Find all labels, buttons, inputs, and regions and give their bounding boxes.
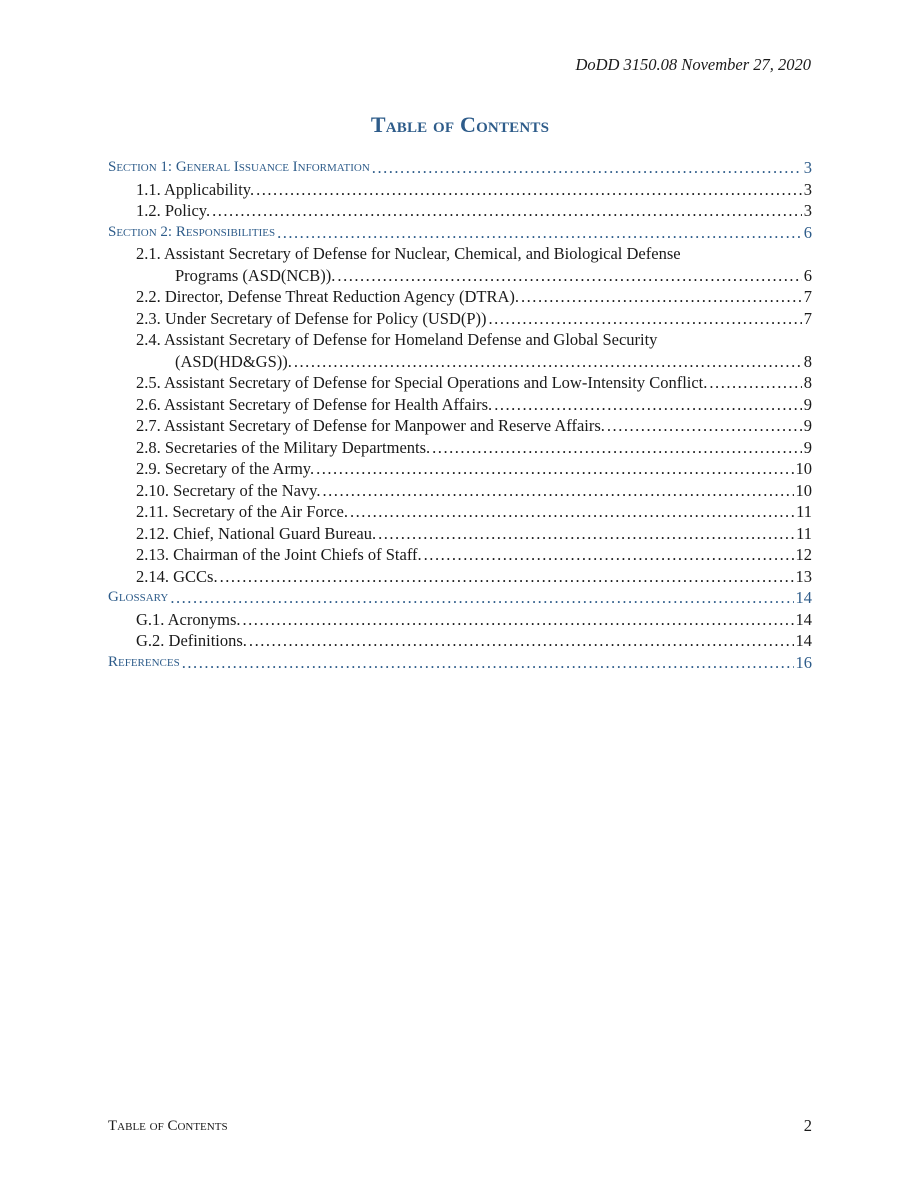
dot-leader <box>337 265 801 287</box>
toc-entry-page: 13 <box>795 566 812 586</box>
toc-entry-page: 3 <box>803 201 812 220</box>
toc-section-link[interactable] <box>108 652 812 674</box>
toc-section-link[interactable] <box>108 587 812 609</box>
toc-entry-continuation <box>108 265 812 287</box>
toc-entry-link[interactable] <box>108 243 812 286</box>
toc-entry-continuation <box>108 351 812 373</box>
toc-entry-link[interactable] <box>108 566 812 588</box>
toc-entry-page: 8 <box>803 373 812 392</box>
toc-entry-label: (ASD(HD&GS)). <box>175 351 292 371</box>
dot-leader <box>709 372 801 394</box>
toc-entry-link[interactable] <box>108 200 812 222</box>
toc-entry-page: 9 <box>803 437 812 457</box>
dot-leader <box>220 566 794 588</box>
toc-entry-link[interactable] <box>108 308 812 330</box>
toc-entry-page: 3 <box>803 158 812 177</box>
toc-entry-page: 7 <box>803 287 812 306</box>
toc-entry-link[interactable] <box>108 458 812 480</box>
dot-leader <box>243 609 794 631</box>
toc-entry-link[interactable] <box>108 179 812 201</box>
footer-section-label: Table of Contents <box>108 1118 228 1134</box>
dot-leader <box>323 480 794 502</box>
dot-leader <box>432 437 802 459</box>
toc-entry-link[interactable] <box>108 437 812 459</box>
toc-entry-label: G.2. Definitions. <box>136 631 247 650</box>
toc-section-link[interactable] <box>108 157 812 179</box>
toc-entry-page: 10 <box>795 480 812 500</box>
toc-entry-page: 12 <box>795 545 812 564</box>
toc-entry-label: 2.9. Secretary of the Army. <box>136 459 315 478</box>
toc-entry-page: 16 <box>795 652 812 672</box>
toc-entry-link[interactable] <box>108 394 812 416</box>
toc-entry-link[interactable] <box>108 480 812 502</box>
toc-entry-page: 9 <box>803 416 812 435</box>
toc-entry-link[interactable] <box>108 372 812 394</box>
toc-entry-label: Glossary <box>108 589 169 605</box>
dot-leader <box>182 652 794 674</box>
document-header: DoDD 3150.08 November 27, 2020 <box>575 55 811 74</box>
dot-leader <box>277 222 802 244</box>
toc-entry-page: 6 <box>803 222 812 242</box>
toc-entry-label: References <box>108 653 180 670</box>
toc-entry-label: 2.7. Assistant Secretary of Defense for Manpower and Reserve Affairs. <box>136 416 605 435</box>
dot-leader <box>170 587 793 609</box>
toc-entry-label: 2.2. Director, Defense Threat Reduction Agency (DTRA). <box>136 287 519 306</box>
toc-entry-link[interactable] <box>108 544 812 566</box>
toc-entry-label: 2.3. Under Secretary of Defense for Policy (USD(P)) <box>136 308 487 328</box>
toc-entry-link[interactable] <box>108 630 812 652</box>
toc-entry-page: 14 <box>795 588 812 607</box>
toc-entry-page: 11 <box>796 523 812 543</box>
footer-page-number: 2 <box>803 1116 812 1135</box>
toc-entry-label: 2.10. Secretary of the Navy. <box>136 480 321 500</box>
dot-leader <box>256 179 802 201</box>
toc-entry-label: 2.8. Secretaries of the Military Departments. <box>136 437 431 457</box>
toc-entry-label: G.1. Acronyms. <box>136 609 241 629</box>
toc-entry-link[interactable] <box>108 523 812 545</box>
toc-entry-label: Section 1: General Issuance Information <box>108 159 370 175</box>
toc-entry-label: 2.11. Secretary of the Air Force. <box>136 502 348 521</box>
toc-entry-label: 2.12. Chief, National Guard Bureau. <box>136 523 377 543</box>
toc-entry-label: 2.1. Assistant Secretary of Defense for Nuclear, Chemical, and Biological Defense <box>136 244 681 263</box>
dot-leader <box>424 544 794 566</box>
toc-entry-label: 2.14. GCCs. <box>136 566 218 586</box>
toc-entry-page: 9 <box>803 394 812 414</box>
dot-leader <box>372 157 802 179</box>
toc-entry-label: 2.5. Assistant Secretary of Defense for Special Operations and Low-Intensity Conflict. <box>136 373 708 392</box>
toc-entry-label: 2.13. Chairman of the Joint Chiefs of Staff. <box>136 545 422 564</box>
dot-leader <box>212 200 802 222</box>
toc-entry-label: Section 2: Responsibilities <box>108 223 276 240</box>
toc-entry-label: 1.1. Applicability. <box>136 179 255 199</box>
toc-entry-page: 7 <box>803 308 812 328</box>
toc-entry-link[interactable] <box>108 501 812 523</box>
page-title: Table of Contents <box>370 112 550 137</box>
toc-entry-label: Programs (ASD(NCB)). <box>175 265 336 285</box>
toc-entry-page: 10 <box>795 459 812 478</box>
dot-leader <box>521 286 802 308</box>
table-of-contents <box>108 157 812 673</box>
toc-entry-link[interactable] <box>108 415 812 437</box>
toc-section-link[interactable] <box>108 222 812 244</box>
toc-entry-page: 14 <box>795 609 812 629</box>
dot-leader <box>294 351 802 373</box>
toc-entry-page: 6 <box>803 265 812 285</box>
toc-entry-label: 2.6. Assistant Secretary of Defense for Health Affairs. <box>136 394 493 414</box>
dot-leader <box>494 394 802 416</box>
toc-entry-link[interactable] <box>108 329 812 372</box>
dot-leader <box>489 308 802 330</box>
dot-leader <box>316 458 793 480</box>
toc-entry-label: 1.2. Policy. <box>136 201 211 220</box>
dot-leader <box>607 415 802 437</box>
toc-entry-page: 8 <box>803 351 812 371</box>
toc-entry-page: 14 <box>795 631 812 650</box>
toc-entry-link[interactable] <box>108 286 812 308</box>
dot-leader <box>378 523 794 545</box>
toc-entry-label: 2.4. Assistant Secretary of Defense for Homeland Defense and Global Security <box>136 330 658 349</box>
dot-leader <box>249 630 794 652</box>
toc-entry-link[interactable] <box>108 609 812 631</box>
toc-entry-page: 3 <box>803 179 812 199</box>
toc-entry-page: 11 <box>796 502 812 521</box>
dot-leader <box>350 501 794 523</box>
